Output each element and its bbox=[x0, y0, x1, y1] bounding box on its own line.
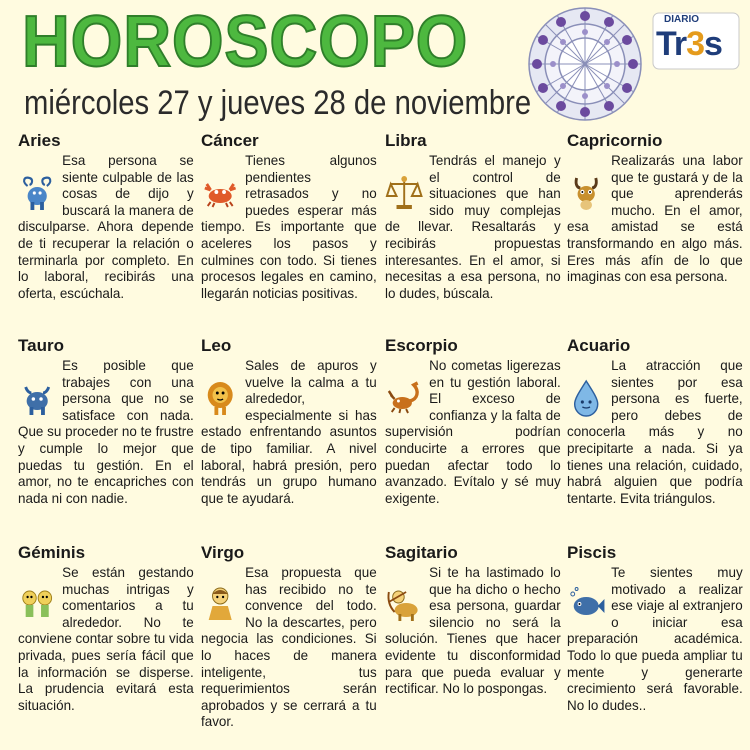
sign-text: Te sientes muy motivado a realizar ese viaje al extranjero o iniciar esa preparación académica. Todo lo que pueda ampliar tu mente y generarte crecimiento será favorable. No lo dudes.. bbox=[567, 564, 743, 713]
sign-name: Géminis bbox=[18, 543, 86, 562]
sign-text: La atracción que sientes por esa persona es fuerte, pero debes de conocerla más y no precipitarte a nada. Si ya tienes una relación, cuidado, habrá alguien que podría tentarte. Evita triángulos. bbox=[567, 357, 743, 506]
sign-name: Piscis bbox=[567, 543, 617, 562]
sign-name: Capricornio bbox=[567, 131, 663, 150]
archer-icon bbox=[385, 584, 423, 624]
sign-block-sagitario bbox=[385, 543, 561, 743]
sign-name: Virgo bbox=[201, 543, 245, 562]
sign-name: Escorpio bbox=[385, 336, 458, 355]
sign-text: Es posible que trabajes con una persona que no se satisface con nada. Que su proceder no te frustre y cumple lo mejor que puedas tu gestión. En el amor, no te encapriches con nada ni con nadie. bbox=[18, 357, 194, 506]
logo-main-text bbox=[656, 24, 722, 64]
scales-icon bbox=[385, 172, 423, 212]
sign-name: Tauro bbox=[18, 336, 64, 355]
maiden-icon bbox=[201, 584, 239, 624]
sign-name: Acuario bbox=[567, 336, 631, 355]
sign-text: Esa persona se siente culpable de las cosas de dijo y buscará la manera de disculparse. Ahora depende de ti recuperar la relación o terminarla por completo. En lo laboral, recibirás una oferta, escúchala. bbox=[18, 152, 194, 301]
logo-part-c: s bbox=[704, 25, 722, 63]
diario-tres-logo bbox=[652, 12, 742, 72]
lion-icon bbox=[201, 377, 239, 417]
sign-block-piscis bbox=[567, 543, 743, 743]
sign-block-escorpio bbox=[385, 336, 561, 536]
sign-text: Sales de apuros y vuelve la calma a tu alrededor, especialmente si has estado enfrentando asuntos de tipo familiar. A nivel laboral, habrá presión, pero tendrás un grupo humano que te ayudará. bbox=[201, 357, 377, 506]
sign-name: Libra bbox=[385, 131, 427, 150]
sign-block-cancer bbox=[201, 131, 377, 325]
page-title: HOROSCOPO bbox=[22, 2, 469, 82]
sign-block-aries bbox=[18, 131, 194, 325]
sign-name: Leo bbox=[201, 336, 232, 355]
sign-text: Se están gestando muchas intrigas y comentarios a tu alrededor. No te conviene contar sobre tu vida privada, pues sería fácil que la información se disperse. La prudencia evitará esta situación. bbox=[18, 564, 194, 713]
twins-icon bbox=[18, 584, 56, 624]
zodiac-wheel-icon bbox=[526, 6, 644, 122]
ram-icon bbox=[18, 172, 56, 212]
sign-name: Sagitario bbox=[385, 543, 458, 562]
sign-block-virgo bbox=[201, 543, 377, 743]
sign-block-leo bbox=[201, 336, 377, 536]
header bbox=[0, 0, 750, 125]
logo-part-b: 3 bbox=[686, 25, 705, 63]
sign-block-acuario bbox=[567, 336, 743, 536]
goat-icon bbox=[567, 172, 605, 212]
sign-text: Tendrás el manejo y el control de situaciones que han sido muy complejas de llevar. Resaltarás y recibirás propuestas interesantes. En el amor, si necesitas a esa persona, no lo dudes, búscala. bbox=[385, 152, 561, 301]
sign-text: Tienes algunos pendientes retrasados y no puedes esperar más tiempo. Es importante que aceleres los pasos y culmines con todo. Si tienes procesos legales en camino, llegarán noticias positivas. bbox=[201, 152, 377, 301]
sign-block-tauro bbox=[18, 336, 194, 536]
logo-small-text: DIARIO bbox=[664, 14, 699, 25]
scorpion-icon bbox=[385, 377, 423, 417]
sign-block-libra bbox=[385, 131, 561, 325]
fish-icon bbox=[567, 584, 605, 624]
date-line: miércoles 27 y jueves 28 de noviembre bbox=[24, 84, 532, 122]
bull-icon bbox=[18, 377, 56, 417]
sign-name: Aries bbox=[18, 131, 61, 150]
logo-part-a: Tr bbox=[656, 25, 687, 63]
sign-text: No cometas ligerezas en tu gestión laboral. El exceso de confianza y la falta de supervisión podrían conducirte a errores que puedan afectar todo lo avanzado. Evítalo y sé muy exigente. bbox=[385, 357, 561, 506]
sign-block-capricornio bbox=[567, 131, 743, 325]
crab-icon bbox=[201, 172, 239, 212]
sign-text: Si te ha lastimado lo que ha dicho o hecho esa persona, guardar silencio no será la solución. Tienes que hacer evidente tu disconformidad para que pueda evaluar y rectificar. No lo pospongas. bbox=[385, 564, 561, 697]
sign-name: Cáncer bbox=[201, 131, 259, 150]
sign-block-geminis bbox=[18, 543, 194, 743]
sign-text: Realizarás una labor que te gustará y de la que aprenderás mucho. En el amor, esa amistad se está transformando en algo más. Eres más afín de lo que imaginas con esa persona. bbox=[567, 152, 743, 285]
water-drop-icon bbox=[567, 377, 605, 417]
sign-text: Esa propuesta que has recibido no te convence del todo. No la descartes, pero negocia las condiciones. Si lo haces de manera inteligente, tus requerimientos serán aprobados y se cerrará a tu favor. bbox=[201, 564, 377, 730]
